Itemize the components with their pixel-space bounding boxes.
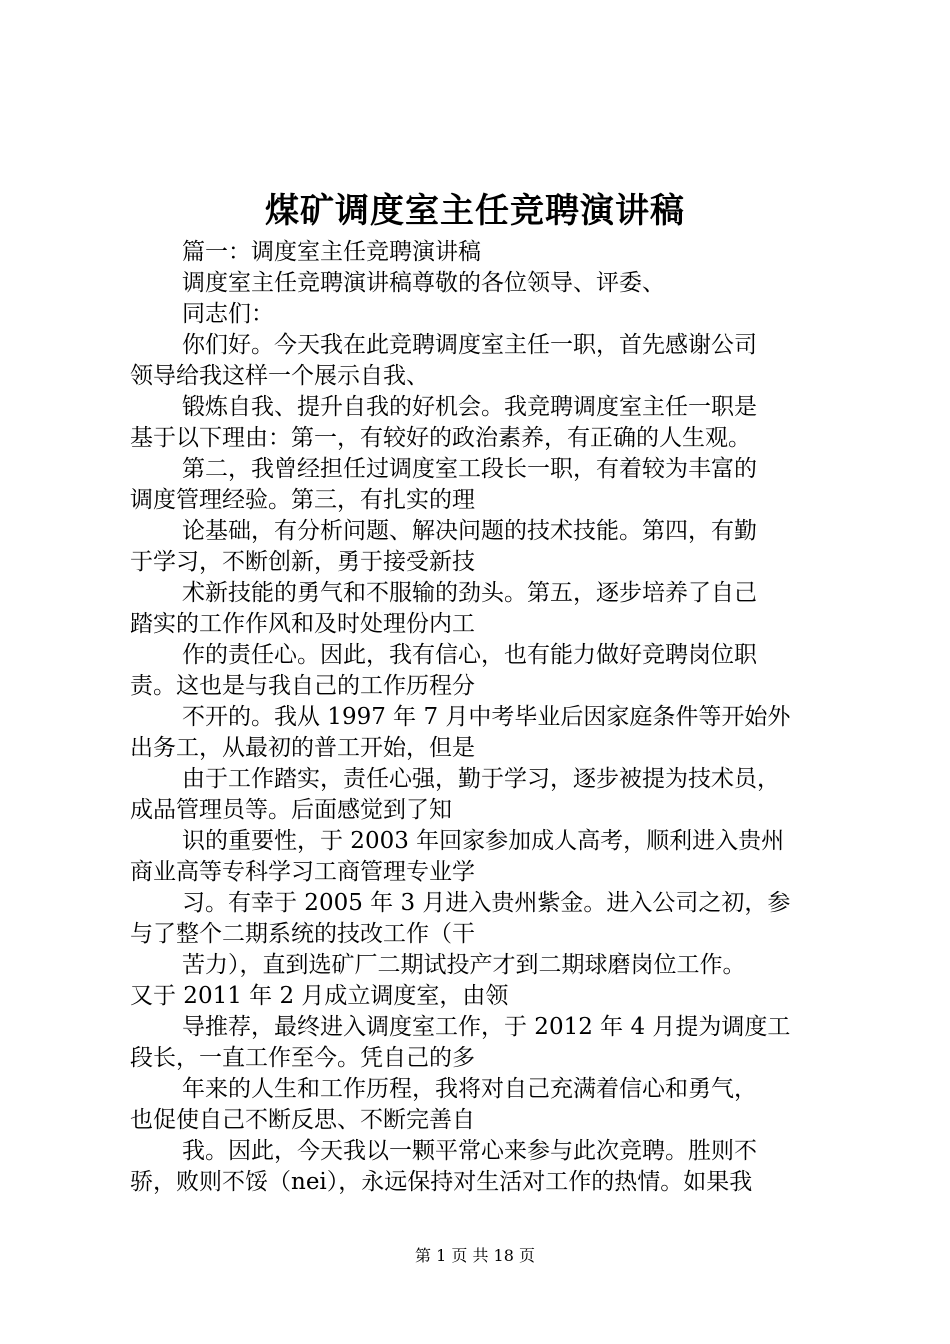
body-line: 责。这也是与我自己的工作历程分: [130, 673, 475, 699]
body-line: 不开的。我从 1997 年 7 月中考毕业后因家庭条件等开始外: [182, 704, 791, 730]
document-body: [130, 237, 830, 1198]
page-number-footer: 第 1 页 共 18 页: [415, 1246, 535, 1265]
body-line: 与了整个二期系统的技改工作（干: [130, 921, 475, 947]
body-line: 我。因此，今天我以一颗平常心来参与此次竞聘。胜则不: [182, 1138, 757, 1164]
body-line: 基于以下理由：第一，有较好的政治素养，有正确的人生观。: [130, 425, 751, 451]
body-line: 识的重要性，于 2003 年回家参加成人高考，顺利进入贵州: [182, 828, 785, 854]
body-line: 于学习，不断创新，勇于接受新技: [130, 549, 475, 575]
body-line: 苦力），直到选矿厂二期试投产才到二期球磨岗位工作。: [182, 952, 746, 978]
body-line: 调度室主任竞聘演讲稿尊敬的各位领导、评委、: [182, 270, 665, 296]
body-line: 商业高等专科学习工商管理专业学: [130, 859, 475, 885]
body-line: 习。有幸于 2005 年 3 月进入贵州紫金。进入公司之初，参: [182, 890, 791, 916]
body-line: 由于工作踏实，责任心强，勤于学习，逐步被提为技术员，: [182, 766, 780, 792]
body-line: 又于 2011 年 2 月成立调度室，由领: [130, 983, 509, 1009]
body-line: 你们好。今天我在此竞聘调度室主任一职，首先感谢公司: [182, 332, 757, 358]
body-line: 篇一：调度室主任竞聘演讲稿: [182, 239, 481, 265]
body-line: 导推荐，最终进入调度室工作，于 2012 年 4 月提为调度工: [182, 1014, 791, 1040]
body-line: 同志们：: [182, 301, 274, 327]
body-line: 锻炼自我、提升自我的好机会。我竞聘调度室主任一职是: [182, 394, 757, 420]
body-line: 出务工，从最初的普工开始，但是: [130, 735, 475, 761]
body-line: 也促使自己不断反思、不断完善自: [130, 1107, 475, 1133]
body-line: 年来的人生和工作历程，我将对自己充满着信心和勇气，: [182, 1076, 757, 1102]
body-line: 成品管理员等。后面感觉到了知: [130, 797, 452, 823]
body-line: 第二，我曾经担任过调度室工段长一职，有着较为丰富的: [182, 456, 757, 482]
body-line: 论基础，有分析问题、解决问题的技术技能。第四，有勤: [182, 518, 757, 544]
body-line: 作的责任心。因此，我有信心，也有能力做好竞聘岗位职: [182, 642, 757, 668]
document-title: 煤矿调度室主任竞聘演讲稿: [265, 191, 685, 231]
body-line: 领导给我这样一个展示自我、: [130, 363, 429, 389]
body-line: 调度管理经验。第三，有扎实的理: [130, 487, 475, 513]
body-line: 段长，一直工作至今。凭自己的多: [130, 1045, 475, 1071]
body-line: 骄，败则不馁（nei），永远保持对生活对工作的热情。如果我: [130, 1169, 753, 1195]
body-line: 术新技能的勇气和不服输的劲头。第五，逐步培养了自己: [182, 580, 757, 606]
body-line: 踏实的工作作风和及时处理份内工: [130, 611, 475, 637]
